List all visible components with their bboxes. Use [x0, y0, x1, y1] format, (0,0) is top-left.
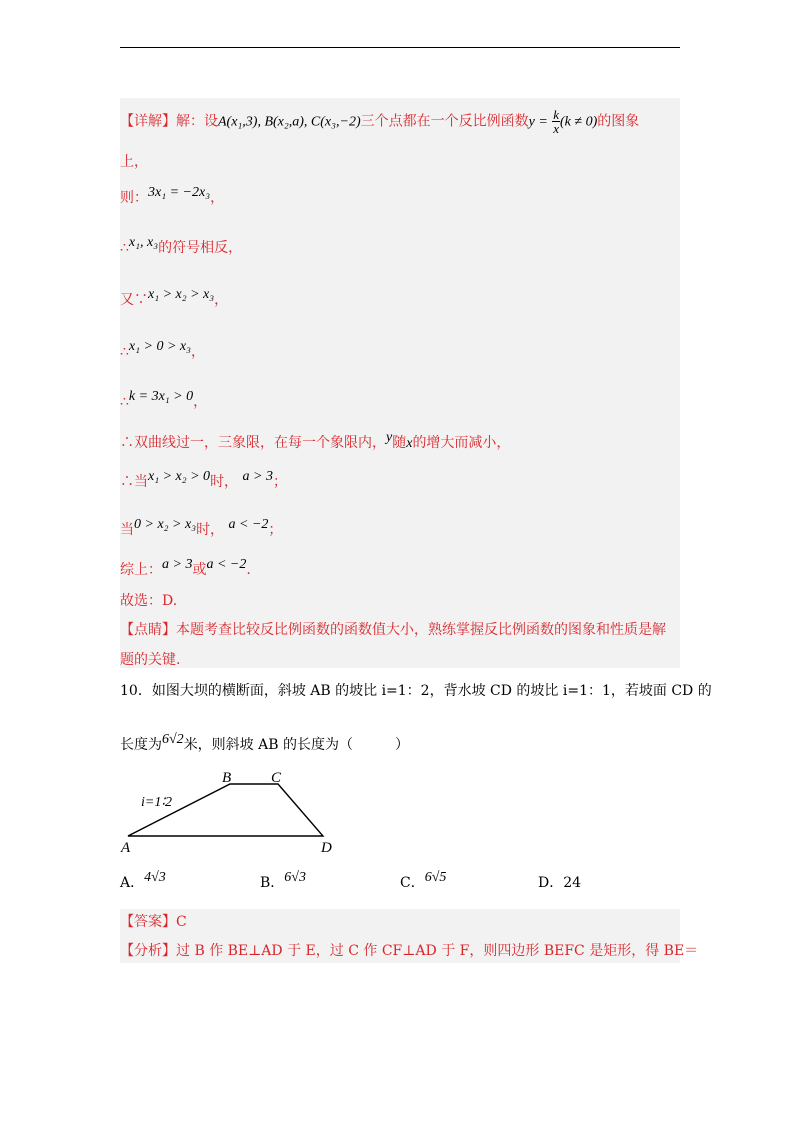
analysis-line: 【分析】过 B 作 BE⊥AD 于 E，过 C 作 CF⊥AD 于 F，则四边形 BEFC 是矩形，得 BE＝ [120, 943, 699, 959]
solution-line-9: ∴当x₁ > x₂ > 0时， a > 3； [120, 469, 287, 490]
review-tag: 【点睛】 [120, 622, 176, 638]
solution-line-4: ∴x₁, x₃的符号相反， [120, 235, 243, 256]
label-a: A [121, 840, 131, 856]
solution-line-3: 则：3x₁ = −2x₃， [120, 185, 225, 206]
option-a[interactable]: A．4√3 [120, 870, 166, 891]
solution-line-1: 【详解】解：设A(x₁,3), B(x₂,a), C(x₃,−2)三个点都在一个反比例函数y = $\frac{k}{x}$ (k ≠ 0)的图象 [120, 107, 640, 136]
dam-trapezoid [128, 784, 323, 836]
option-b[interactable]: B．6√3 [260, 870, 306, 891]
option-d[interactable]: D．24 [538, 875, 582, 891]
solution-line-10: 当0 > x₂ > x₃时， a < −2； [120, 517, 283, 538]
solution-block [120, 98, 680, 668]
solution-line-8: ∴双曲线过一，三象限，在每一个象限内，y随x的增大而减小， [120, 430, 511, 451]
header-rule [120, 47, 680, 48]
label-c: C [271, 770, 282, 786]
solution-line-12: 故选：D. [120, 593, 178, 609]
solution-line-6: ∴x₁ > 0 > x₃， [120, 339, 205, 360]
dam-cross-section-figure [118, 762, 348, 860]
solution-line-5: 又∵x₁ > x₂ > x₃， [120, 287, 229, 308]
option-c[interactable]: C．6√5 [400, 870, 447, 891]
solution-line-14: 题的关键. [120, 652, 181, 668]
answer-value: C [176, 914, 187, 930]
solution-line-11: 综上：a > 3或a < −2. [120, 557, 251, 578]
solution-line-7: ∴k = 3x₁ > 0， [120, 389, 208, 410]
cd-length: 6√2 [162, 732, 184, 747]
points-math: A(x₁,3), B(x₂,a), C(x₃,−2) [218, 114, 361, 130]
fraction-k-over-x: $\frac{k}{x}$ [553, 107, 560, 136]
solution-line-13: 【点睛】本题考查比较反比例函数的函数值大小，熟练掌握反比例函数的图象和性质是解 [120, 622, 666, 638]
detail-tag: 【详解】 [120, 113, 176, 130]
label-d: D [321, 840, 332, 856]
solution-line-2: 上， [120, 154, 148, 170]
question-line-1: 10．如图大坝的横断面，斜坡 AB 的坡比 i=1：2，背水坡 CD 的坡比 i=1：1，若坡面 CD 的 [120, 683, 712, 699]
question-line-2: 长度为6√2米，则斜坡 AB 的长度为（ ） [120, 732, 409, 753]
label-b: B [222, 770, 232, 786]
answer-line: 【答案】C [120, 914, 187, 930]
slope-label: i=1∶2 [141, 795, 172, 810]
